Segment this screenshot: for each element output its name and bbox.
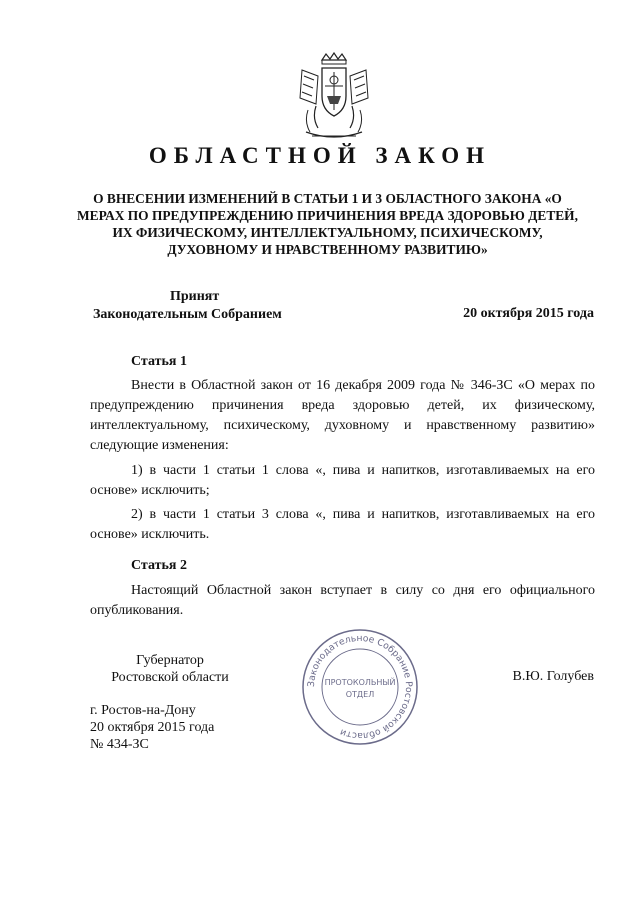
article-1-heading: Статья 1 — [131, 354, 187, 369]
city: г. Ростов-на-Дону — [90, 703, 196, 718]
law-title-line: О ВНЕСЕНИИ ИЗМЕНЕНИЙ В СТАТЬИ 1 И 3 ОБЛАСТНОГО ЗАКОНА «О — [93, 191, 562, 206]
place-and-number — [90, 702, 214, 753]
adopted-label: Принят — [170, 289, 220, 304]
article-2-heading: Статья 2 — [131, 558, 187, 573]
law-number: № 434-ЗС — [90, 737, 149, 752]
stamp-center-line: ОТДЕЛ — [345, 690, 375, 699]
official-stamp — [300, 627, 420, 747]
signatory-title-line: Ростовской области — [111, 670, 229, 685]
signatory-title — [90, 652, 250, 686]
signatory-title-line: Губернатор — [136, 653, 204, 668]
stamp-ring-text: Законодательное Собрание Ростовской области — [305, 632, 415, 742]
article-2-text: Настоящий Областной закон вступает в силу со дня его официального опубликования. — [90, 583, 595, 618]
signatory-name: В.Ю. Голубев — [512, 669, 594, 684]
signing-date: 20 октября 2015 года — [90, 720, 215, 735]
adoption-block — [93, 288, 282, 324]
article-1-intro: Внести в Областной закон от 16 декабря 2009 года № 346-ЗС «О мерах по предупреждению причинения вреда здоровью детей, их физическому, интеллектуальному, психическому, духовному и нравственному развитию» следующие изменения: — [90, 378, 595, 453]
coat-of-arms-emblem — [294, 52, 374, 140]
adopted-by-label: Законодательным Собранием — [93, 307, 282, 322]
adoption-date: 20 октября 2015 года — [463, 306, 594, 321]
stamp-center-line: ПРОТОКОЛЬНЫЙ — [324, 678, 396, 687]
article-1-item-2: 2) в части 1 статьи 3 слова «, пива и напитков, изготавливаемых на его основе» исключить. — [90, 507, 595, 542]
law-title-line: ИХ ФИЗИЧЕСКОМУ, ИНТЕЛЛЕКТУАЛЬНОМУ, ПСИХИЧЕСКОМУ, — [112, 225, 543, 240]
document-type-heading: ОБЛАСТНОЙ ЗАКОН — [148, 143, 492, 168]
law-title — [70, 190, 585, 258]
law-title-line: ДУХОВНОМУ И НРАВСТВЕННОМУ РАЗВИТИЮ» — [167, 242, 488, 257]
article-1-item-1: 1) в части 1 статьи 1 слова «, пива и напитков, изготавливаемых на его основе» исключить; — [90, 463, 595, 498]
law-title-line: МЕРАХ ПО ПРЕДУПРЕЖДЕНИЮ ПРИЧИНЕНИЯ ВРЕДА ЗДОРОВЬЮ ДЕТЕЙ, — [77, 208, 578, 223]
